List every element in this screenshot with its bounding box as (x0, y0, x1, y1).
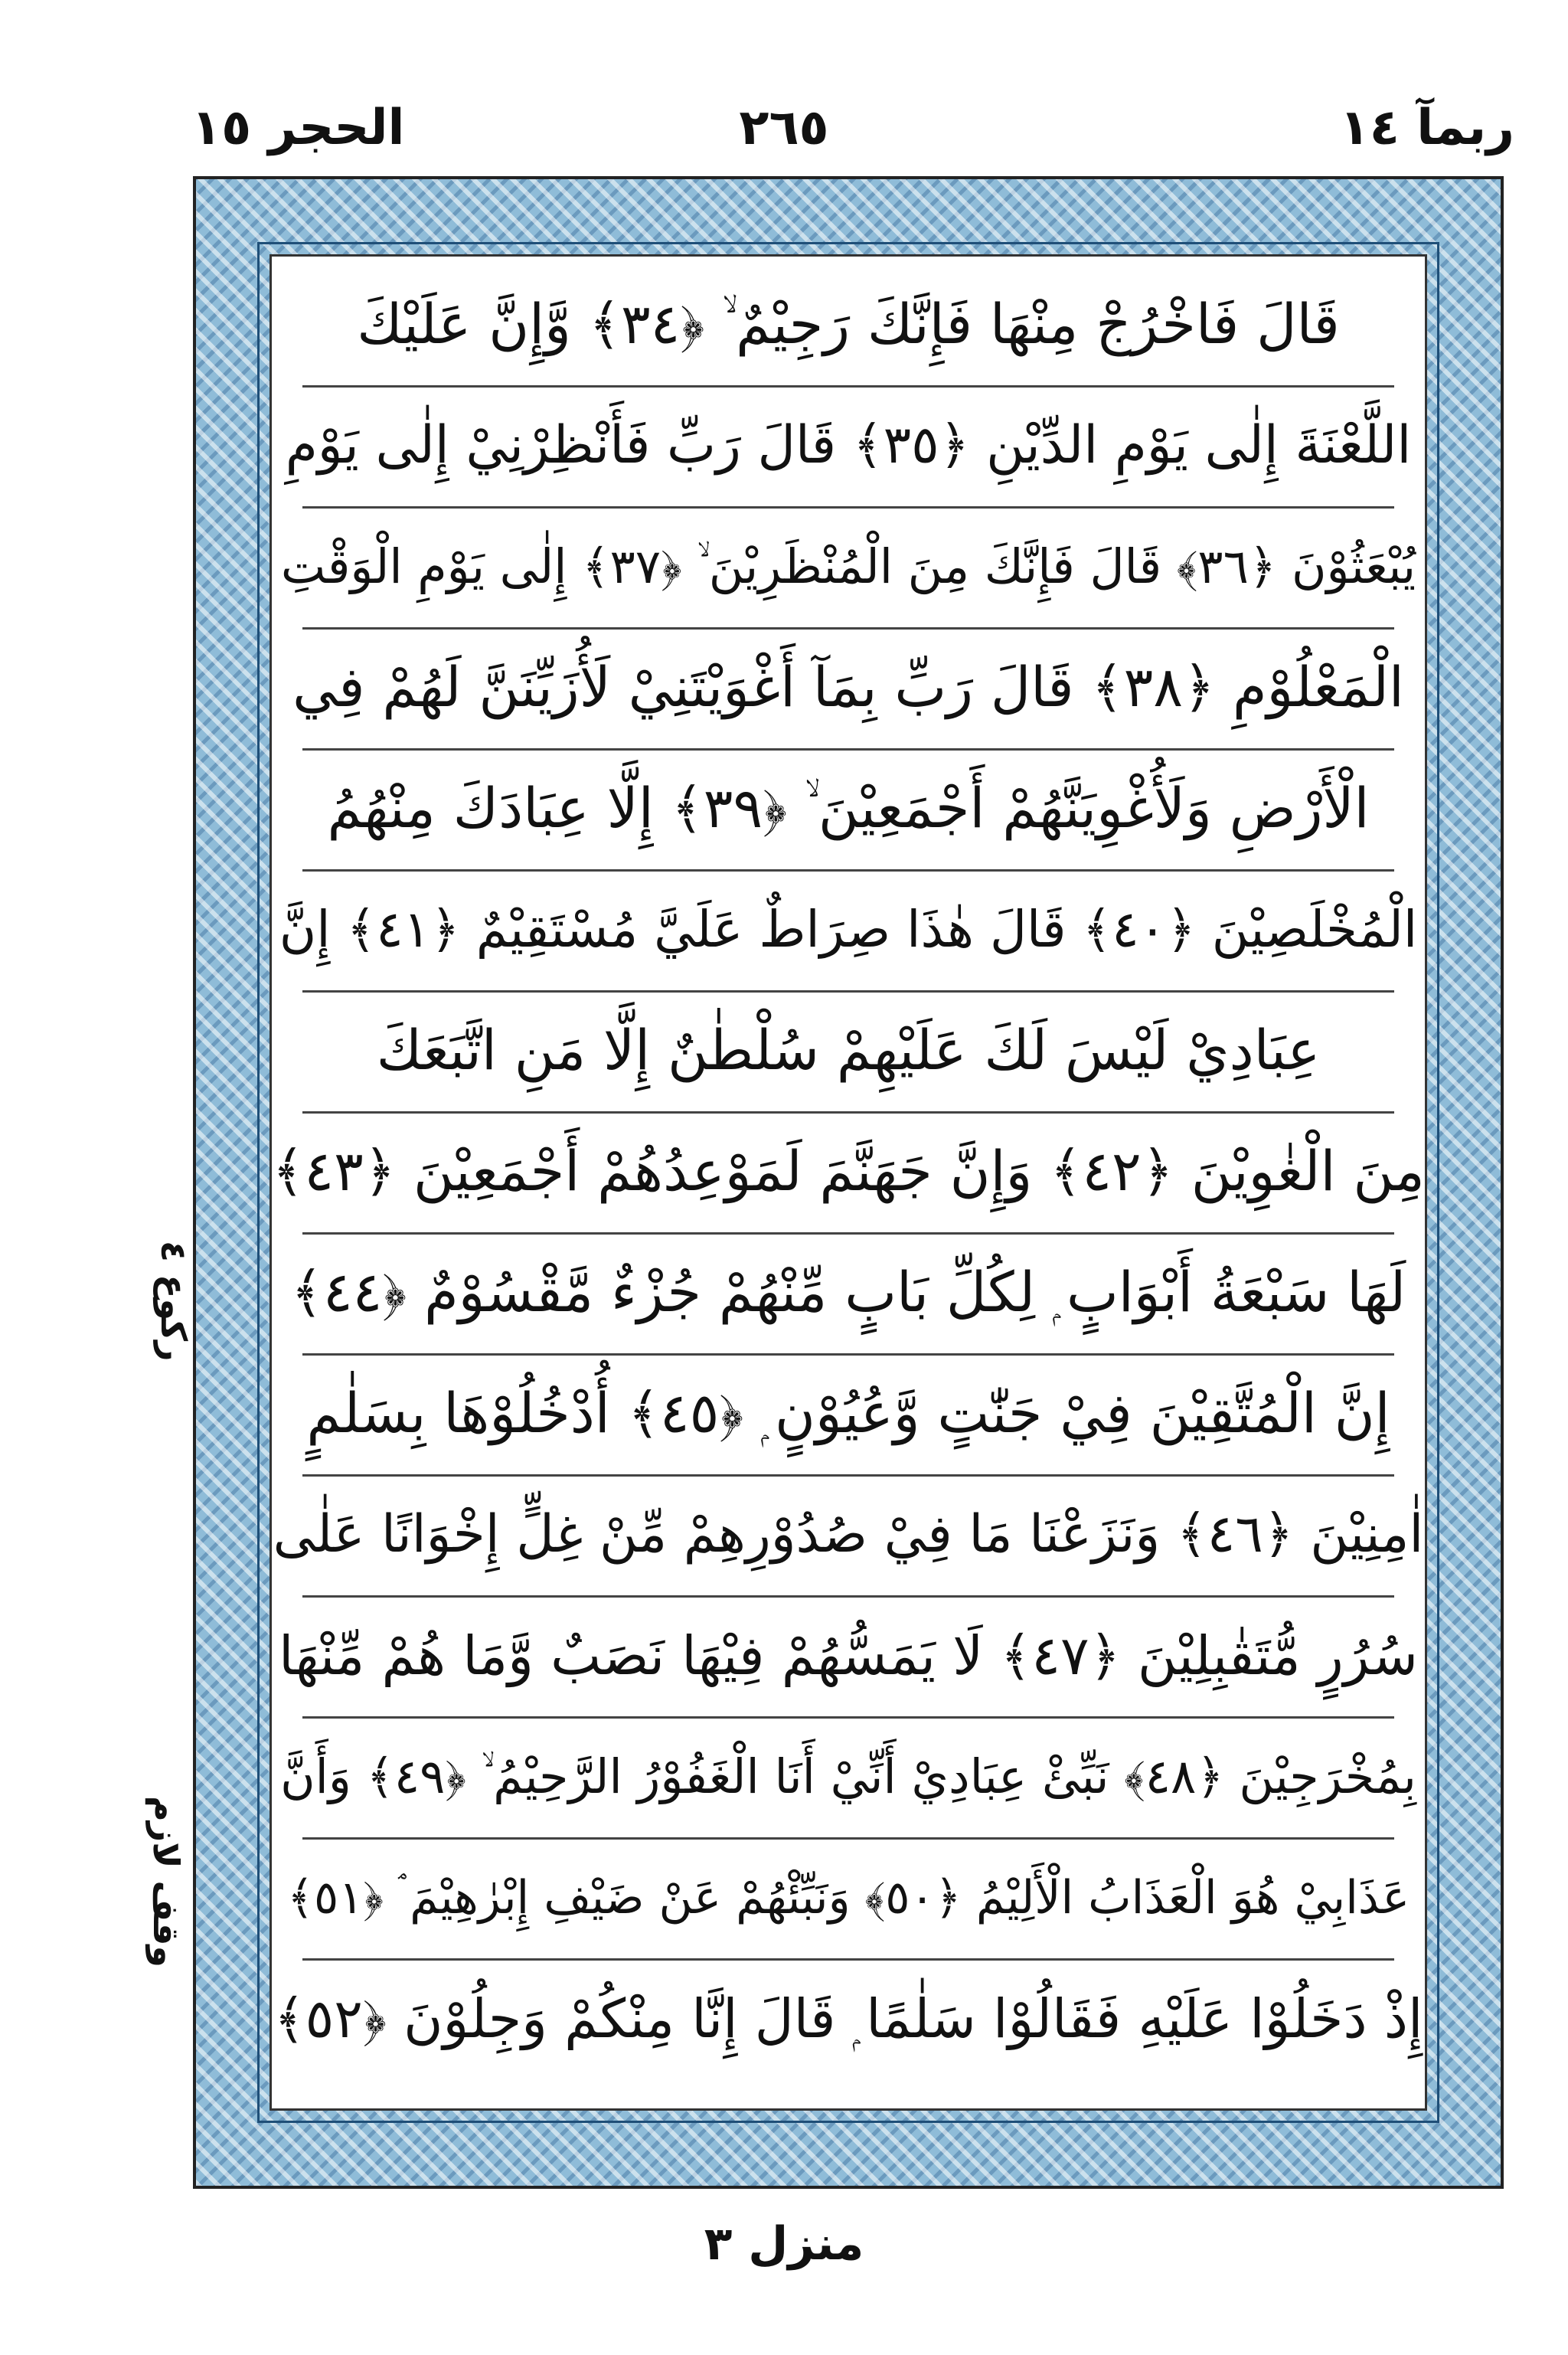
manzil-footer: منزل ٣ (704, 2217, 864, 2271)
verse-line: اٰمِنِيْنَ ﴿٤٦﴾ وَنَزَعْنَا مَا فِيْ صُدُوْرِهِمْ مِّنْ غِلٍّ إِخْوَانًا عَلٰى (273, 1503, 1424, 1565)
verse-line: إِنَّ الْمُتَّقِيْنَ فِيْ جَنّٰتٍ وَّعُيُوْنٍ ۭ ﴿٤٥﴾ أُدْخُلُوْهَا بِسَلٰمٍ (306, 1381, 1390, 1446)
verse-line: سُرُرٍ مُّتَقٰبِلِيْنَ ﴿٤٧﴾ لَا يَمَسُّهُمْ فِيْهَا نَصَبٌ وَّمَا هُمْ مِّنْهَا (279, 1624, 1418, 1687)
text-panel (270, 254, 1427, 2111)
verse-line: قَالَ فَاخْرُجْ مِنْهَا فَإِنَّكَ رَجِيْمٌ ۙ ﴿٣٤﴾ وَّإِنَّ عَلَيْكَ (357, 292, 1340, 357)
verse-line: مِنَ الْغٰوِيْنَ ﴿٤٢﴾ وَإِنَّ جَهَنَّمَ لَمَوْعِدُهُمْ أَجْمَعِيْنَ ﴿٤٣﴾ (272, 1139, 1425, 1204)
verse-line: إِذْ دَخَلُوْا عَلَيْهِ فَقَالُوْا سَلٰمًا ۭ قَالَ إِنَّا مِنْكُمْ وَجِلُوْنَ ﴿٥٢﴾ (273, 1987, 1423, 2050)
ornamental-border (193, 176, 1504, 2189)
verse-line: لَهَا سَبْعَةُ أَبْوَابٍ ۭ لِكُلِّ بَابٍ مِّنْهُمْ جُزْءٌ مَّقْسُوْمٌ ﴿٤٤﴾ (290, 1260, 1406, 1325)
juz-header: ربمآ ١٤ (1339, 100, 1514, 156)
surah-header: الحجر ١٥ (191, 100, 405, 156)
verse-line: عِبَادِيْ لَيْسَ لَكَ عَلَيْهِمْ سُلْطٰنٌ إِلَّا مَنِ اتَّبَعَكَ (376, 1018, 1321, 1083)
verse-line: الْأَرْضِ وَلَأُغْوِيَنَّهُمْ أَجْمَعِيْنَ ۙ ﴿٣٩﴾ إِلَّا عِبَادَكَ مِنْهُمُ (327, 776, 1370, 841)
verse-line: الْمَعْلُوْمِ ﴿٣٨﴾ قَالَ رَبِّ بِمَآ أَغْوَيْتَنِيْ لَأُزَيِّنَنَّ لَهُمْ فِي (292, 655, 1404, 720)
waqf-marker: وقف لازم (145, 1796, 187, 1967)
verse-line: الْمُخْلَصِيْنَ ﴿٤٠﴾ قَالَ هٰذَا صِرَاطٌ عَلَيَّ مُسْتَقِيْمٌ ﴿٤١﴾ إِنَّ (279, 899, 1418, 959)
verse-line: يُبْعَثُوْنَ ﴿٣٦﴾ قَالَ فَإِنَّكَ مِنَ الْمُنْظَرِيْنَ ۙ ﴿٣٧﴾ إِلٰى يَوْمِ الْوَقْتِ (280, 538, 1416, 594)
verse-line: بِمُخْرَجِيْنَ ﴿٤٨﴾ نَبِّئْ عِبَادِيْ أَنِّيْ أَنَا الْغَفُوْرُ الرَّحِيْمُ ۙ ﴿٤٩﴾ وَأَنَّ (280, 1748, 1416, 1804)
ruku-marker: رکوع ٤ (153, 1241, 194, 1362)
verse-line: اللَّعْنَةَ إِلٰى يَوْمِ الدِّيْنِ ﴿٣٥﴾ قَالَ رَبِّ فَأَنْظِرْنِيْ إِلٰى يَوْمِ (285, 414, 1412, 476)
verse-line: عَذَابِيْ هُوَ الْعَذَابُ الْأَلِيْمُ ﴿٥٠﴾ وَنَبِّئْهُمْ عَنْ ضَيْفِ إِبْرٰهِيْمَ ۘ ﴿٥١﴾ (286, 1871, 1410, 1925)
page-number: ٢٦٥ (739, 100, 829, 156)
